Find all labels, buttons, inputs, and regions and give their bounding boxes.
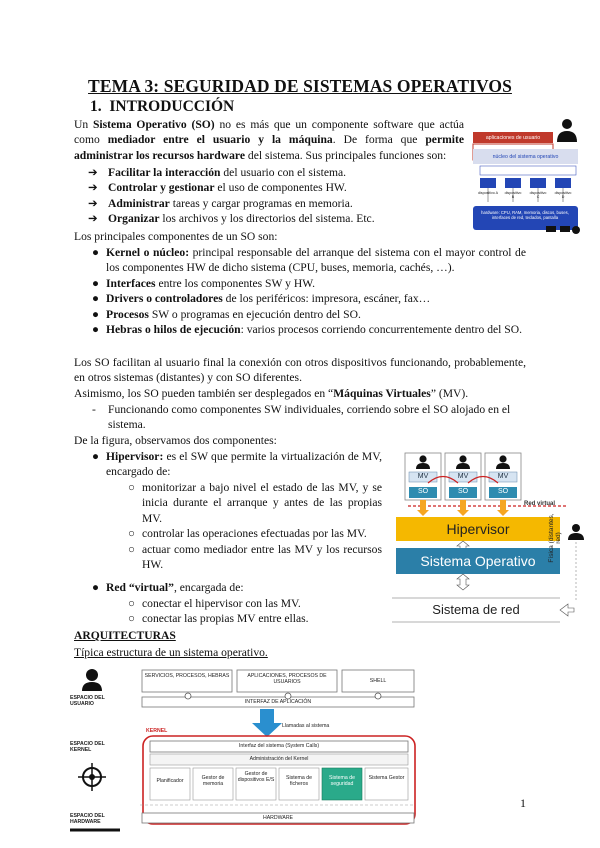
list-item: ○ controlar las operaciones efectuadas por las MV. (128, 527, 367, 541)
network-system-label: Sistema de red (432, 602, 520, 617)
list-item: ● Procesos SW o programas en ejecución dentro del SO. (92, 307, 361, 321)
list-item: ● Kernel o núcleo: principal responsable del arranque del sistema con el mayor control de los componentes HW de dicho sistema (CPU, buses, memoria, cachés, …). (92, 246, 526, 275)
kernel-tag: KERNEL (146, 728, 168, 734)
os-diagram (468, 118, 585, 238)
apps-box: APLICACIONES, PROCESOS DE USUARIOS (247, 673, 327, 685)
physical-label: Física (distantes, red) (548, 513, 562, 563)
host-os-label: Sistema Operativo (420, 553, 536, 569)
vm-dash-item: - Funcionando como componentes SW individuales, corriendo sobre el SO alojado en el sistema. (92, 403, 511, 432)
components-intro: Los principales componentes de un SO son: (74, 230, 278, 243)
arrow-icon: ➔ (88, 181, 98, 195)
driver-b-label: dispositivo B (504, 191, 522, 199)
module-scheduler: Planificador (156, 778, 184, 784)
list-item: ➔ Organizar los archivos y los directorios del sistema. Etc. (88, 212, 375, 226)
section-number: 1. (90, 98, 102, 115)
hypervisor-label: Hipervisor (446, 521, 510, 537)
driver-a-label: dispositivo A (478, 191, 498, 195)
guest-os-label-1: SO (417, 488, 429, 495)
driver-c-label: dispositivo C (529, 191, 547, 199)
list-item: ○ conectar las propias MV entre ellas. (128, 612, 309, 626)
list-item: ➔ Facilitar la interacción del usuario con el sistema. (88, 166, 347, 179)
architecture-diagram (70, 665, 430, 835)
vnet-block (92, 580, 382, 595)
driver-d-label: dispositivo D (554, 191, 572, 199)
syscalls-label: Llamadas al sistema (282, 723, 330, 729)
kernel-admin-bar: Administración del Kernel (249, 756, 309, 762)
functions-list (88, 165, 468, 227)
connect-paragraph: Los SO facilitan al usuario final la conexión con otros dispositivos funcionando, probablemente, en otros sistemas (distantes) y con SO diferentes. (74, 356, 526, 385)
list-item: ➔ Controlar y gestionar el uso de componentes HW. (88, 181, 347, 195)
list-item: ● Red “virtual”, encargada de: (92, 581, 244, 594)
kernel-label: núcleo del sistema operativo (492, 154, 559, 160)
components-list (92, 245, 526, 337)
vm-label-2: MV (457, 473, 469, 480)
hardware-label: hardware: CPU, RAM, memoria, discos, buses, interfaces de red, teclados, pantalla (481, 210, 569, 220)
hardware-space-label: ESPACIO DEL HARDWARE (70, 813, 105, 825)
page-title: TEMA 3: SEGURIDAD DE SISTEMAS OPERATIVOS (88, 76, 512, 96)
virtualization-diagram (388, 450, 588, 625)
api-bar: INTERFAZ DE APLICACIÓN (244, 699, 312, 705)
services-box: SERVICIOS, PROCESOS, HEBRAS (144, 673, 230, 679)
user-space-label: ESPACIO DEL USUARIO (70, 695, 105, 707)
vm-label-1: MV (417, 473, 429, 480)
arrow-icon: ➔ (88, 212, 98, 226)
arch-subheading: Típica estructura de un sistema operativo. (74, 646, 268, 659)
list-item: ➔ Administrar tareas y cargar programas en memoria. (88, 196, 353, 210)
module-security: Sistema de seguridad (329, 775, 355, 787)
kernel-space-label: ESPACIO DEL KERNEL (70, 741, 105, 753)
system-interface-bar: Interfaz del sistema (System Calls) (238, 743, 320, 749)
list-item: ● Interfaces entre los componentes SW y HW. (92, 276, 315, 290)
intro-paragraph: Un Sistema Operativo (SO) no es más que un componente software que actúa como mediador entre el usuario y la máquina. De forma que permite administrar los recursos hardware del sistema. Sus principales funciones son: (74, 118, 464, 162)
arrow-icon: ➔ (88, 166, 98, 179)
virtual-network-label: Red virtual (524, 501, 556, 507)
hypervisor-block (92, 449, 382, 480)
list-item: ○ conectar el hipervisor con las MV. (128, 597, 301, 610)
section-heading (90, 98, 234, 116)
guest-os-label-3: SO (497, 488, 509, 495)
architecture-graphic (70, 665, 430, 835)
module-memory: Gestor de memoria (201, 775, 225, 787)
section-title: INTRODUCCIÓN (109, 98, 235, 115)
page-number: 1 (520, 796, 526, 810)
hypervisor-subitems (128, 480, 382, 572)
shell-box: SHELL (369, 678, 387, 684)
arch-heading: ARQUITECTURAS (74, 629, 176, 642)
guest-os-label-2: SO (457, 488, 469, 495)
vm-paragraph: Asimismo, los SO pueden también ser desplegados en “Máquinas Virtuales” (MV). (74, 387, 469, 400)
list-item: ● Hipervisor: es el SW que permite la virtualización de MV, encargado de: (92, 450, 382, 479)
module-filesystem: Sistema de ficheros (286, 775, 312, 787)
hardware-bar: HARDWARE (262, 815, 294, 821)
vnet-subitems (128, 596, 382, 627)
list-item: ○ actuar como mediador entre las MV y los recursos HW. (128, 542, 382, 572)
list-item: ● Drivers o controladores de los periféricos: impresora, escáner, fax… (92, 292, 431, 306)
vm-label-3: MV (497, 473, 509, 480)
arrow-icon: ➔ (88, 196, 98, 210)
user-apps-label: aplicaciones de usuario (485, 135, 541, 141)
module-manager: Sistema Gestor (368, 775, 405, 781)
list-item: ○ monitorizar a bajo nivel el estado de las MV, y se inicia durante el arranque y antes de las propias MV. (128, 481, 382, 525)
module-io: Gestor de dispositivos E/S (237, 771, 275, 783)
list-item: ● Hebras o hilos de ejecución: varios procesos corriendo concurrentemente dentro del SO. (92, 323, 522, 337)
figure-intro: De la figura, observamos dos componentes: (74, 434, 277, 447)
